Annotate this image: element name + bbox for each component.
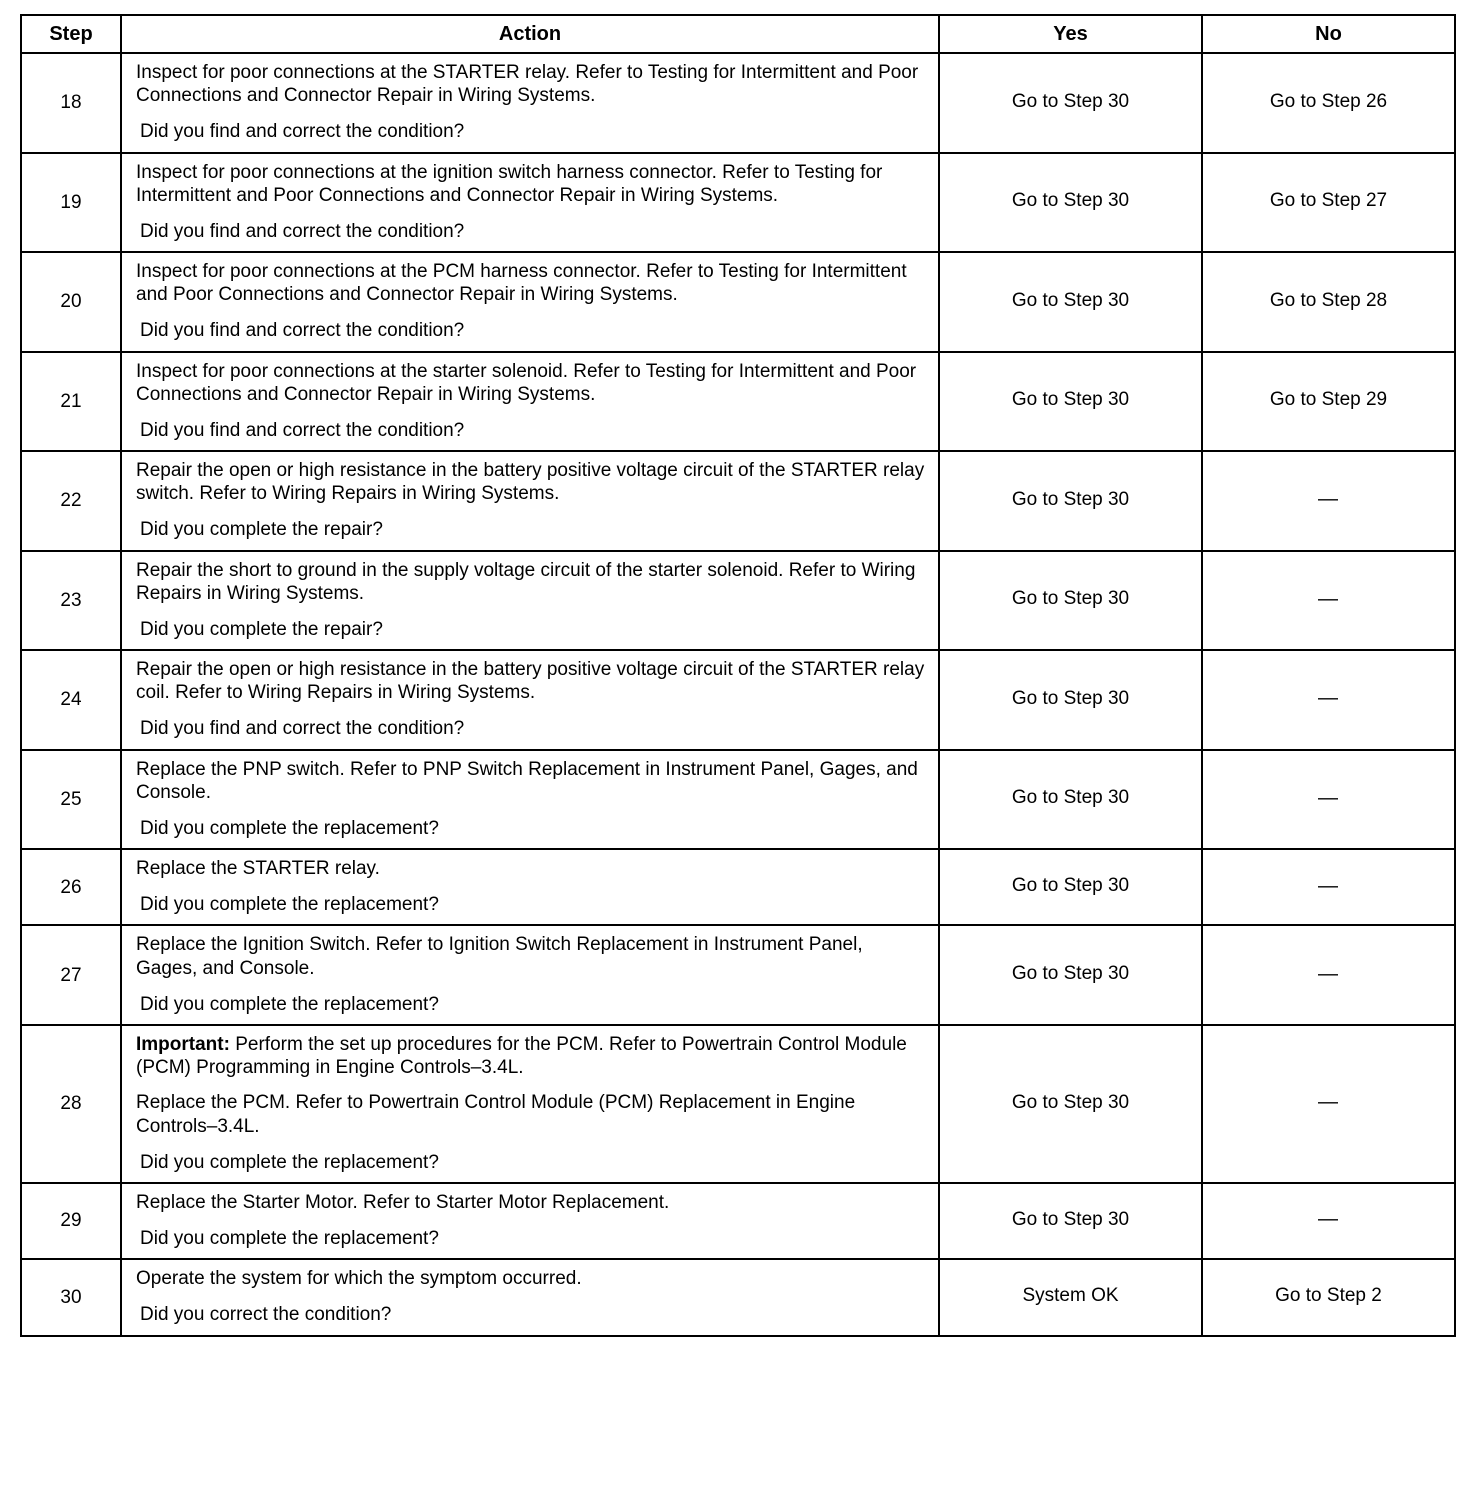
table-header [21,15,1455,53]
table-row [21,551,1455,651]
table-row [21,1183,1455,1259]
no-result: — [1202,650,1455,750]
diagnostic-table [20,14,1456,1337]
col-header-step: Step [21,15,121,53]
yes-result: Go to Step 30 [939,650,1202,750]
action-cell [121,352,939,452]
yes-result: Go to Step 30 [939,252,1202,352]
table-row [21,153,1455,253]
question-text: Did you complete the replacement? [140,894,439,916]
action-cell [121,925,939,1025]
action-text: Repair the open or high resistance in the battery positive voltage circuit of the STARTER relay switch. Refer to Wiring Repairs in Wiring Systems. [136,460,925,505]
table-row [21,849,1455,925]
question-text: Did you complete the replacement? [140,817,439,839]
table-row [21,750,1455,850]
action-text: Inspect for poor connections at the STARTER relay. Refer to Testing for Intermittent and Poor Connections and Connector Repair in Wiring Systems. [136,62,919,107]
question-text: Did you find and correct the condition? [140,220,465,242]
action-cell [121,551,939,651]
table-row [21,925,1455,1025]
yes-result: Go to Step 30 [939,451,1202,551]
no-result: Go to Step 28 [1202,252,1455,352]
action-text: Replace the STARTER relay. [136,858,380,880]
yes-result: Go to Step 30 [939,750,1202,850]
question-text: Did you correct the condition? [140,1304,392,1326]
step-number: 18 [21,53,121,153]
step-number: 25 [21,750,121,850]
header-row [21,15,1455,53]
table-row [21,1025,1455,1183]
yes-result: Go to Step 30 [939,551,1202,651]
step-number: 27 [21,925,121,1025]
action-text: Replace the PCM. Refer to Powertrain Control Module (PCM) Replacement in Engine Controls–3.4L. [136,1092,856,1137]
action-cell [121,252,939,352]
action-text: Operate the system for which the symptom occurred. [136,1268,582,1290]
step-number: 29 [21,1183,121,1259]
action-bold-label: Important: [136,1033,236,1055]
step-number: 20 [21,252,121,352]
action-cell [121,153,939,253]
question-text: Did you find and correct the condition? [140,121,465,143]
no-result: — [1202,1025,1455,1183]
action-cell [121,53,939,153]
step-number: 21 [21,352,121,452]
action-text: Replace the PNP switch. Refer to PNP Switch Replacement in Instrument Panel, Gages, and Console. [136,758,918,803]
no-result: Go to Step 29 [1202,352,1455,452]
col-header-no: No [1202,15,1455,53]
step-number: 23 [21,551,121,651]
question-text: Did you find and correct the condition? [140,419,465,441]
question-text: Did you find and correct the condition? [140,718,465,740]
question-text: Did you complete the replacement? [140,1151,439,1173]
no-result: — [1202,451,1455,551]
action-text: Inspect for poor connections at the ignition switch harness connector. Refer to Testing for Intermittent and Poor Connections and Connector Repair in Wiring Systems. [136,161,883,206]
yes-result: Go to Step 30 [939,53,1202,153]
action-cell [121,650,939,750]
yes-result: Go to Step 30 [939,153,1202,253]
col-header-action: Action [121,15,939,53]
yes-result: Go to Step 30 [939,1025,1202,1183]
action-cell [121,1183,939,1259]
table-row [21,1259,1455,1335]
step-number: 28 [21,1025,121,1183]
action-text: Inspect for poor connections at the PCM harness connector. Refer to Testing for Intermittent and Poor Connections and Connector Repair in Wiring Systems. [136,261,907,306]
table-row [21,650,1455,750]
yes-result: Go to Step 30 [939,849,1202,925]
action-text: Inspect for poor connections at the starter solenoid. Refer to Testing for Intermittent and Poor Connections and Connector Repair in Wiring Systems. [136,360,917,405]
no-result: — [1202,925,1455,1025]
action-cell [121,451,939,551]
yes-result: System OK [939,1259,1202,1335]
action-text: Repair the open or high resistance in the battery positive voltage circuit of the STARTER relay coil. Refer to Wiring Repairs in Wiring Systems. [136,659,925,704]
action-text: Repair the short to ground in the supply voltage circuit of the starter solenoid. Refer to Wiring Repairs in Wiring Systems. [136,559,916,604]
question-text: Did you find and correct the condition? [140,320,465,342]
col-header-yes: Yes [939,15,1202,53]
no-result: — [1202,750,1455,850]
table-row [21,451,1455,551]
table-body [21,53,1455,1336]
action-text: Important: Perform the set up procedures for the PCM. Refer to Powertrain Control Module (PCM) Programming in Engine Controls–3.4L. [136,1033,907,1079]
question-text: Did you complete the replacement? [140,1228,439,1250]
step-number: 30 [21,1259,121,1335]
yes-result: Go to Step 30 [939,1183,1202,1259]
no-result: — [1202,1183,1455,1259]
action-cell [121,1259,939,1335]
no-result: Go to Step 26 [1202,53,1455,153]
no-result: — [1202,849,1455,925]
step-number: 22 [21,451,121,551]
step-number: 26 [21,849,121,925]
action-text: Replace the Ignition Switch. Refer to Ignition Switch Replacement in Instrument Panel, Gages, and Console. [136,934,863,979]
step-number: 24 [21,650,121,750]
table-row [21,252,1455,352]
yes-result: Go to Step 30 [939,925,1202,1025]
no-result: — [1202,551,1455,651]
question-text: Did you complete the repair? [140,618,383,640]
action-text: Replace the Starter Motor. Refer to Starter Motor Replacement. [136,1191,670,1213]
action-cell [121,849,939,925]
step-number: 19 [21,153,121,253]
question-text: Did you complete the repair? [140,519,383,541]
question-text: Did you complete the replacement? [140,993,439,1015]
action-cell [121,750,939,850]
yes-result: Go to Step 30 [939,352,1202,452]
no-result: Go to Step 27 [1202,153,1455,253]
no-result: Go to Step 2 [1202,1259,1455,1335]
table-row [21,53,1455,153]
action-cell [121,1025,939,1183]
table-row [21,352,1455,452]
